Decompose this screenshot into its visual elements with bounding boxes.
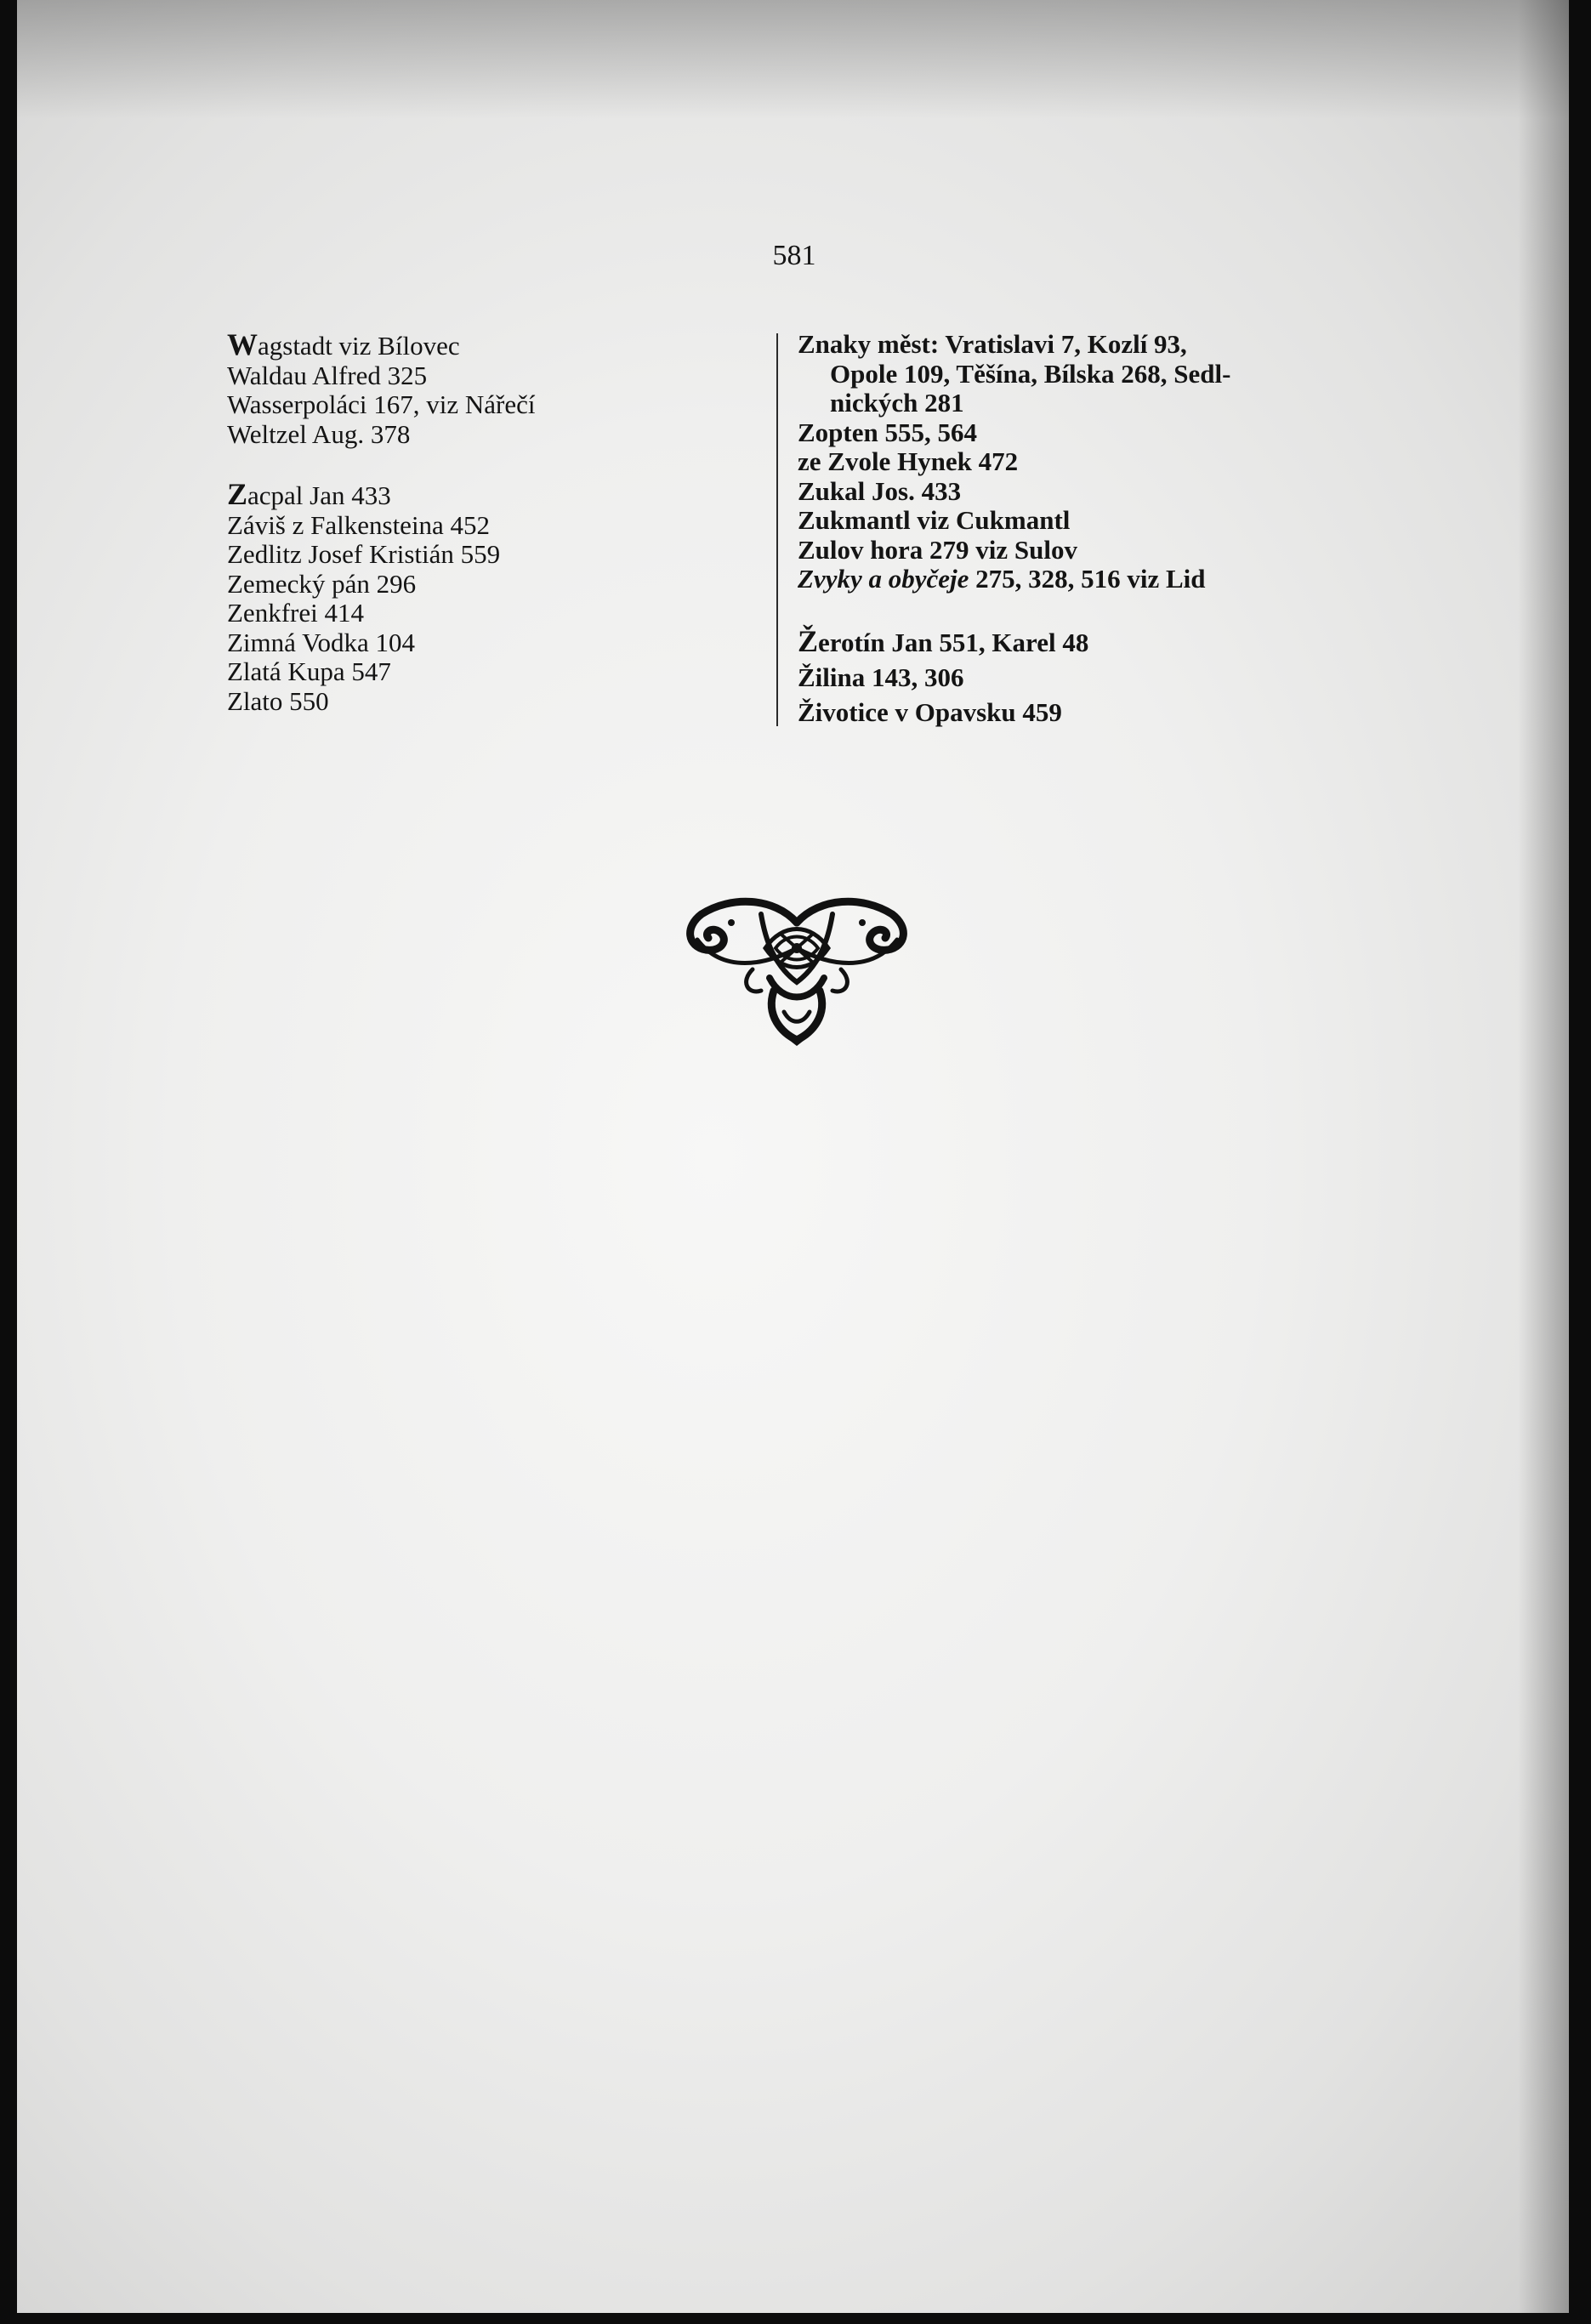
section-initial: W xyxy=(227,327,258,361)
index-entry xyxy=(227,327,669,361)
index-entry-continuation: nických 281 xyxy=(830,388,964,418)
index-entry: Zlatá Kupa 547 xyxy=(227,656,391,686)
index-entry-continuation: Opole 109, Těšína, Bílska 268, Sedl- xyxy=(830,358,1231,389)
index-entry xyxy=(798,565,1393,594)
index-entry: Zukal Jos. 433 xyxy=(798,475,962,506)
index-entry xyxy=(227,477,669,511)
group-spacer xyxy=(227,449,669,480)
index-entry: Waldau Alfred 325 xyxy=(227,360,428,390)
index-entry: Wasserpoláci 167, viz Nářečí xyxy=(227,389,536,419)
index-entry: Životice v Opavsku 459 xyxy=(798,696,1062,727)
index-column-left xyxy=(227,327,669,716)
vignette-ornament-icon xyxy=(680,889,914,1046)
column-divider xyxy=(776,333,778,726)
index-entry: Znaky měst: Vratislavi 7, Kozlí 93, xyxy=(798,329,1187,359)
index-entry: Zopten 555, 564 xyxy=(798,417,977,447)
scan-shadow-right xyxy=(1518,0,1569,2313)
page-number: 581 xyxy=(772,240,816,271)
index-entry: Zenkfrei 414 xyxy=(227,598,364,628)
index-entry: Žilina 143, 306 xyxy=(798,662,964,692)
index-entry: Zulov hora 279 viz Sulov xyxy=(798,534,1077,565)
entry-text: 275, 328, 516 viz Lid xyxy=(969,564,1206,594)
group-spacer xyxy=(798,594,1393,624)
entry-text: acpal Jan 433 xyxy=(247,480,391,510)
index-entry: Záviš z Falkensteina 452 xyxy=(227,509,491,540)
index-column-right xyxy=(798,330,1393,730)
index-entry: Zedlitz Josef Kristián 559 xyxy=(227,539,501,569)
index-entry: Zlato 550 xyxy=(227,685,329,716)
index-entry: Zimná Vodka 104 xyxy=(227,627,416,657)
entry-text: erotín Jan 551, Karel 48 xyxy=(818,627,1089,657)
index-entry: Zemecký pán 296 xyxy=(227,568,417,599)
index-entry: Weltzel Aug. 378 xyxy=(227,418,411,449)
index-entry: Zukmantl viz Cukmantl xyxy=(798,505,1071,535)
scanned-page xyxy=(17,0,1569,2313)
entry-text: agstadt viz Bílovec xyxy=(258,331,460,361)
index-entry: ze Zvole Hynek 472 xyxy=(798,446,1019,476)
section-initial: Z xyxy=(227,477,248,511)
index-entry xyxy=(798,624,1393,660)
entry-italic-text: Zvyky a obyčeje xyxy=(798,564,969,594)
scan-shadow-top xyxy=(17,0,1569,119)
section-initial: Ž xyxy=(798,623,819,658)
